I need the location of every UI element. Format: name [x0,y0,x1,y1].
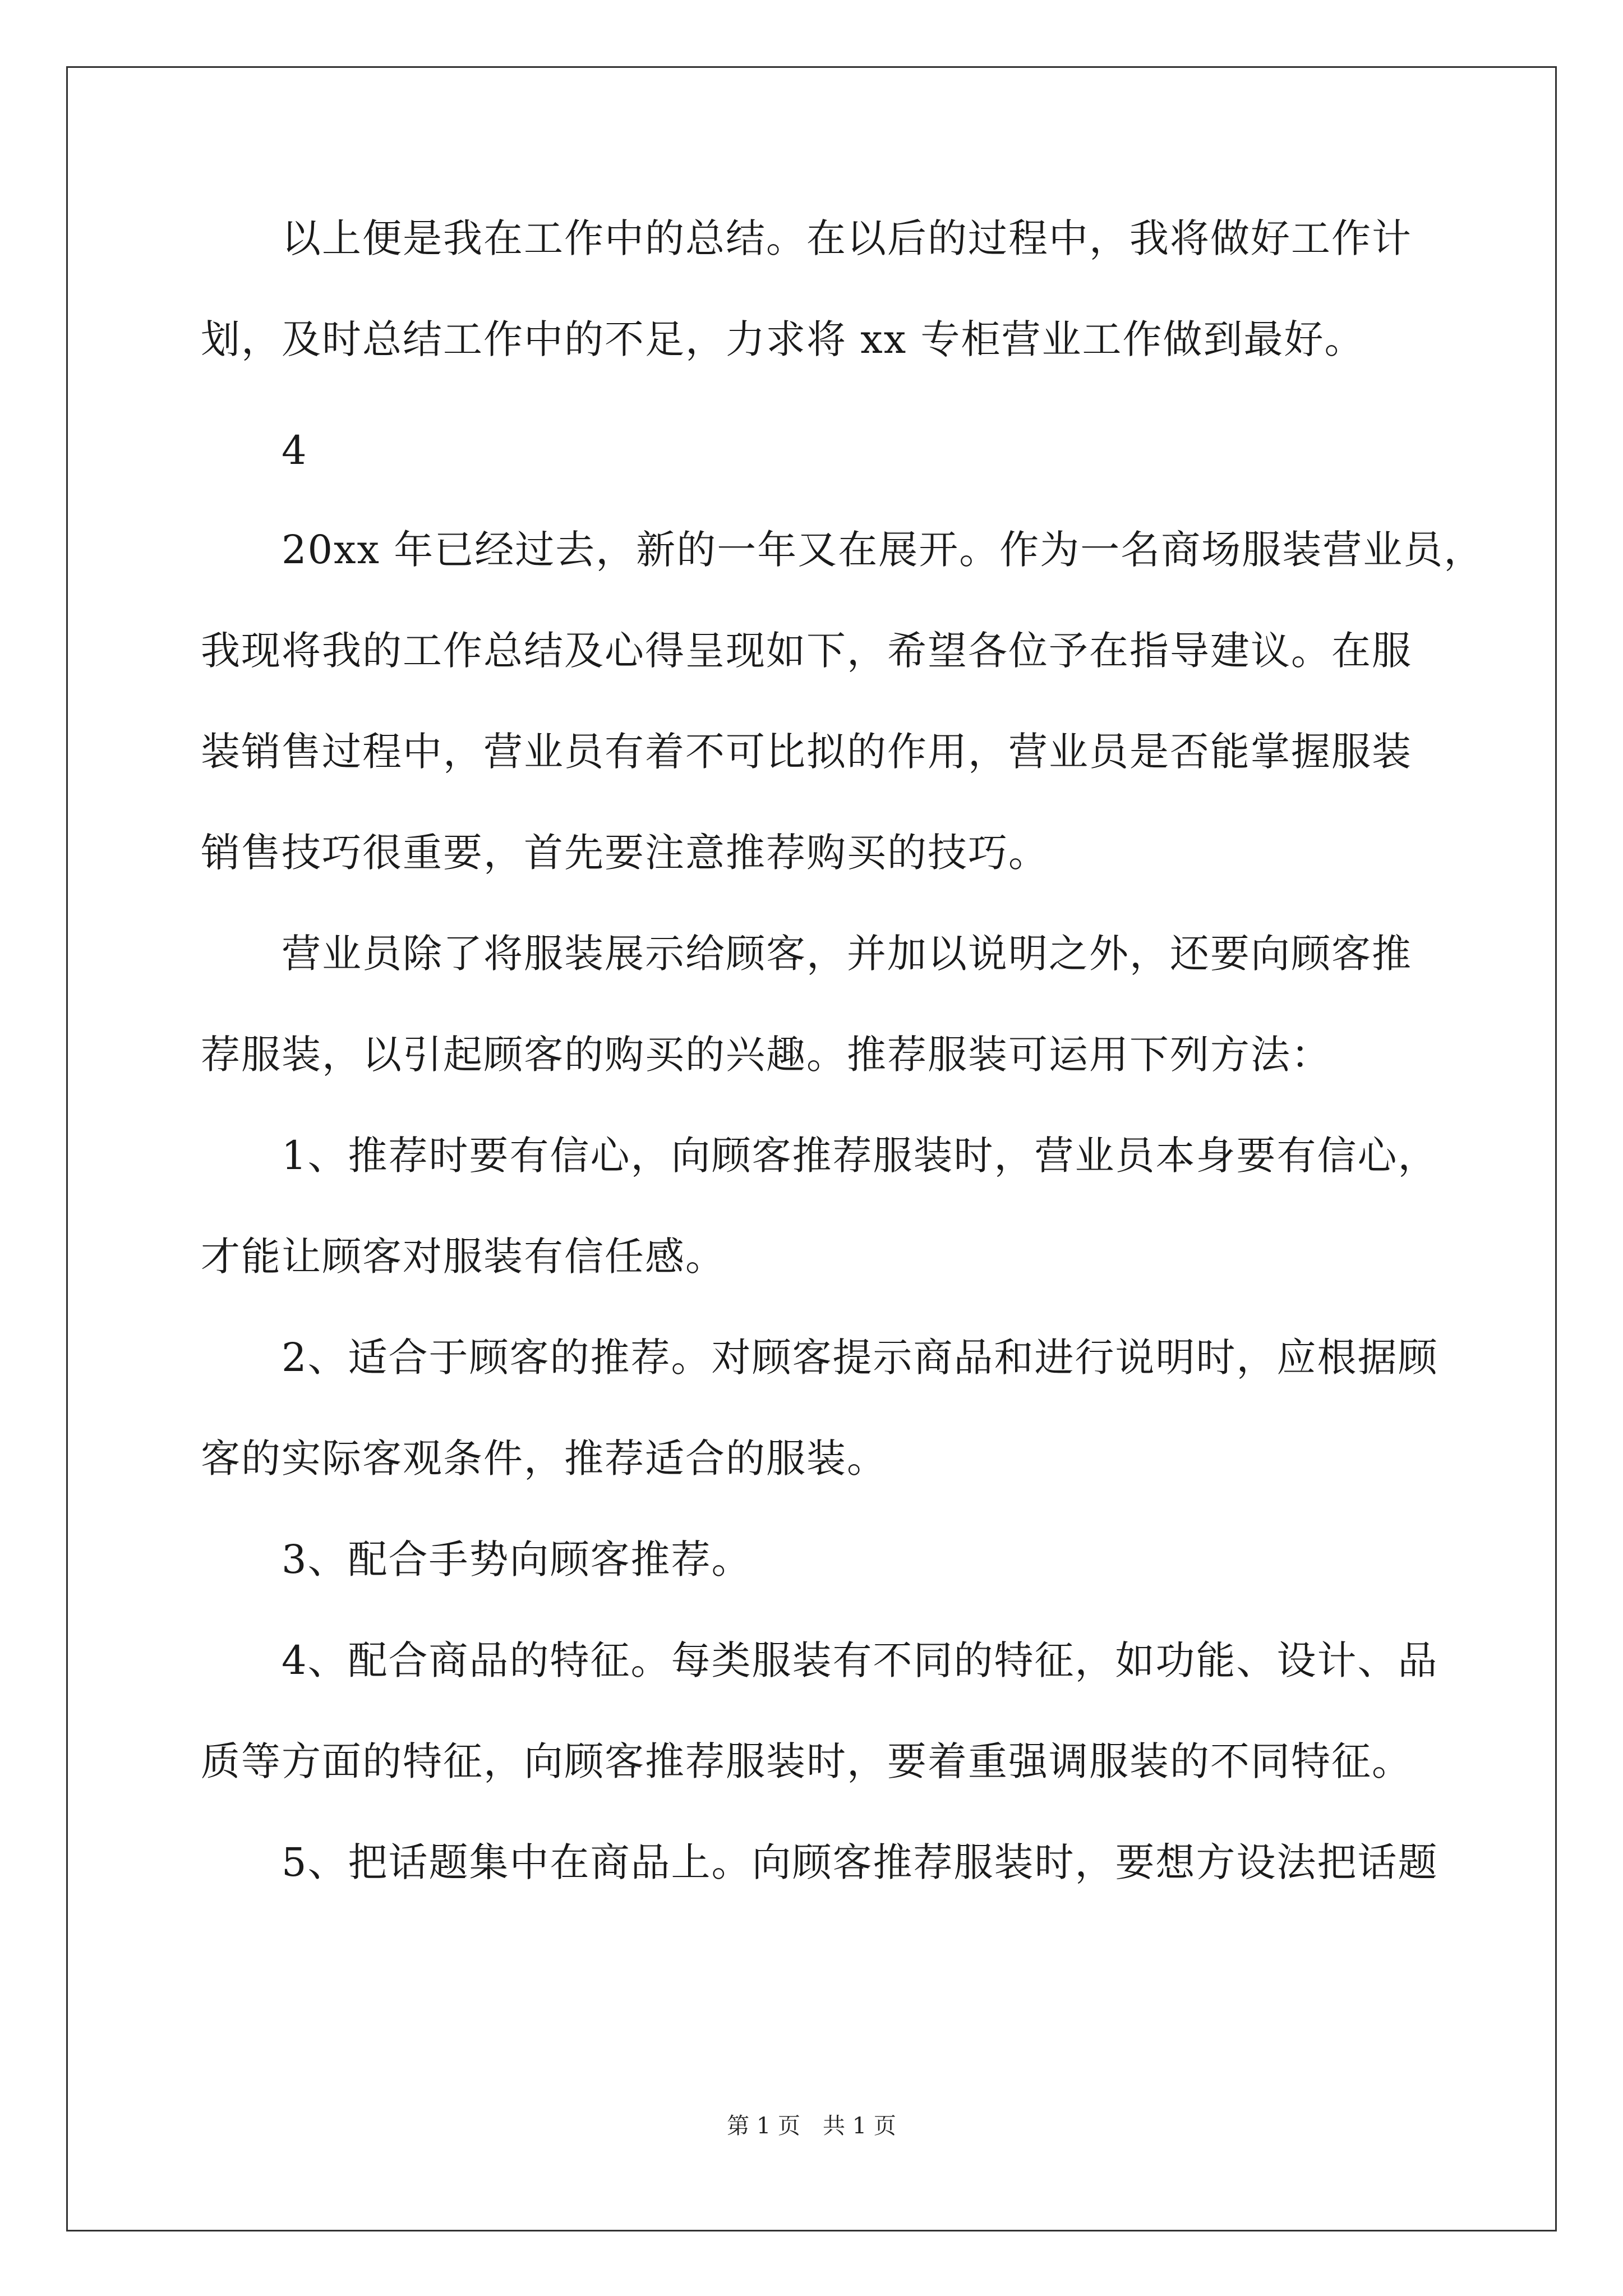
page-footer: 第 1 页 共 1 页 [727,2113,896,2139]
section-number: 4 [282,427,308,473]
list-item-line: 客的实际客观条件，推荐适合的服装。 [201,1435,887,1481]
paragraph-line: 划，及时总结工作中的不足，力求将 xx 专柜营业工作做到最好。 [201,316,1365,362]
paragraph-line: 销售技巧很重要，首先要注意推荐购买的技巧。 [201,830,1049,876]
list-item-line: 2、适合于顾客的推荐。对顾客提示商品和进行说明时，应根据顾 [282,1335,1438,1381]
list-item-line: 3、配合手势向顾客推荐。 [282,1536,752,1582]
paragraph-line: 以上便是我在工作中的总结。在以后的过程中，我将做好工作计 [282,215,1412,261]
paragraph-line: 我现将我的工作总结及心得呈现如下，希望各位予在指导建议。在服 [201,628,1412,674]
list-item-line: 1、推荐时要有信心，向顾客推荐服装时，营业员本身要有信心， [282,1133,1438,1179]
paragraph-line: 营业员除了将服装展示给顾客，并加以说明之外，还要向顾客推 [282,931,1412,977]
paragraph-line: 荐服装，以引起顾客的购买的兴趣。推荐服装可运用下列方法： [201,1032,1331,1078]
paragraph-line: 20xx 年已经过去，新的一年又在展开。作为一名商场服装营业员， [282,527,1484,573]
list-item-line: 5、把话题集中在商品上。向顾客推荐服装时，要想方设法把话题 [282,1839,1438,1885]
list-item-line: 才能让顾客对服装有信任感。 [201,1234,726,1280]
paragraph-line: 装销售过程中，营业员有着不可比拟的作用，营业员是否能掌握服装 [201,729,1412,775]
list-item-line: 4、配合商品的特征。每类服装有不同的特征，如功能、设计、品 [282,1637,1438,1683]
list-item-line: 质等方面的特征，向顾客推荐服装时，要着重强调服装的不同特征。 [201,1738,1412,1784]
